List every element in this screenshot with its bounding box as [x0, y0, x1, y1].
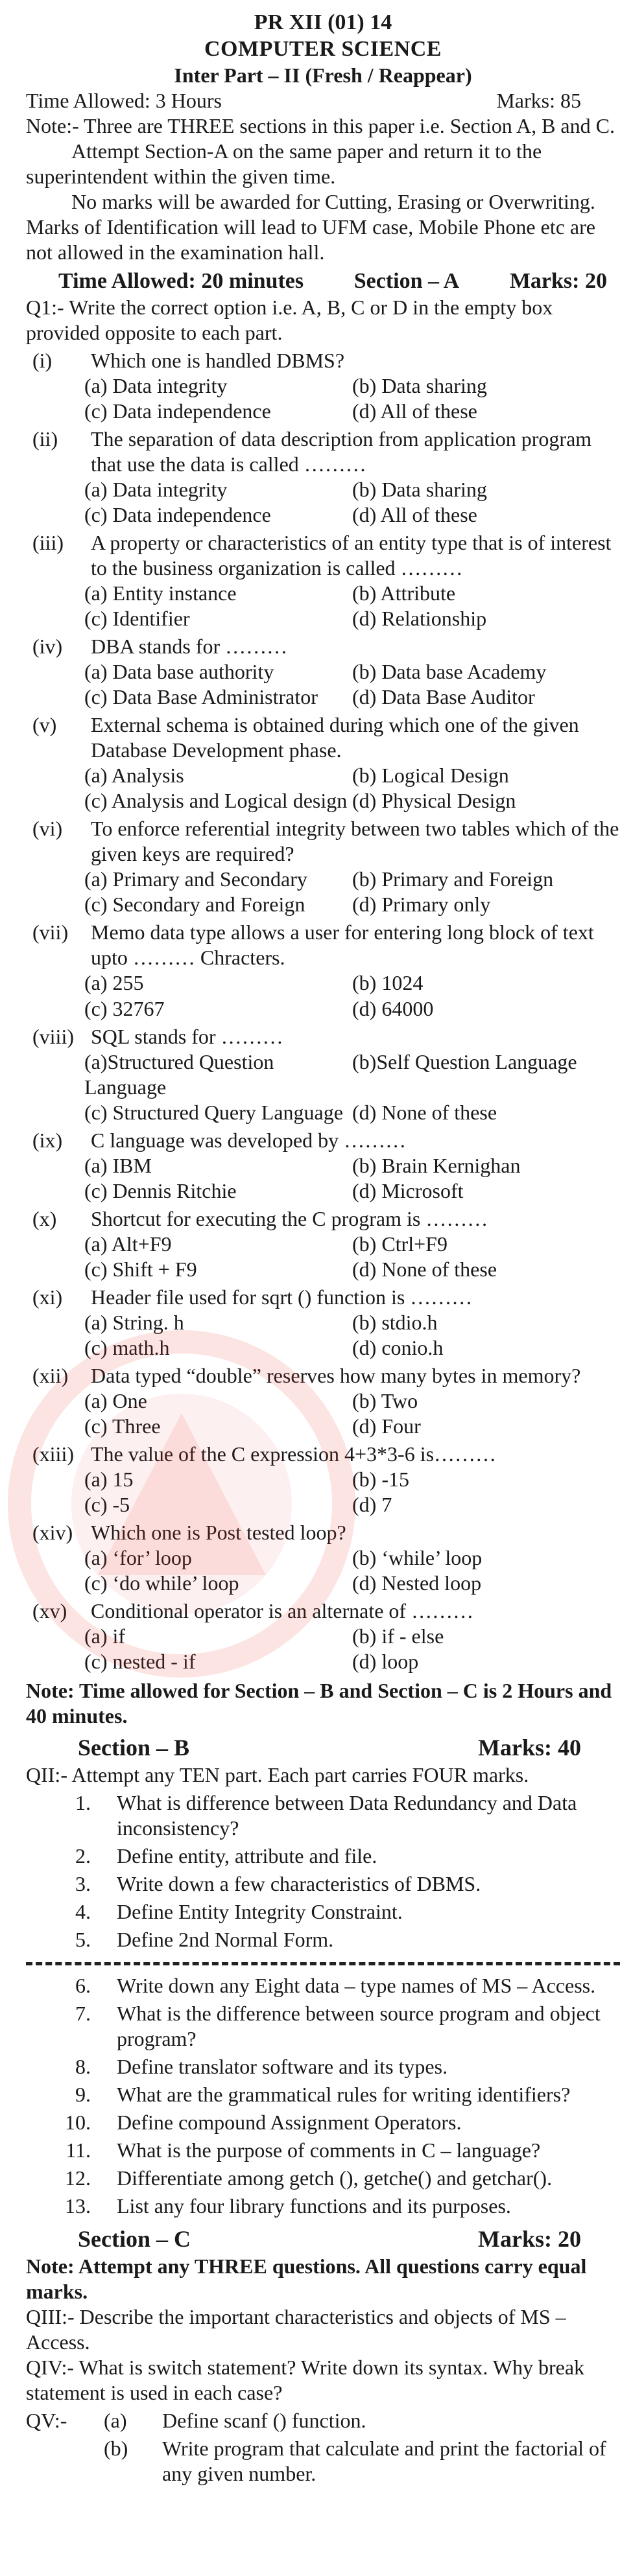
section-b-name: Section – B: [78, 1735, 190, 1761]
section-b-part: [26, 2194, 620, 2219]
qiv-text: QIV:- What is switch statement? Write down its syntax. Why break statement is used in each case?: [26, 2355, 585, 2404]
mcq-number: (v): [32, 713, 57, 737]
mcq-option: (c) Structured Query Language: [84, 1100, 343, 1124]
mcq-option: (b) Data sharing: [352, 477, 487, 501]
mcq-number: (ii): [32, 427, 58, 451]
total-marks: Marks: 85: [496, 88, 581, 112]
mcq-options: [26, 1545, 620, 1596]
qv-b: [26, 2436, 620, 2487]
section-b-part: [26, 1844, 620, 1869]
mcq-option: (a) ‘for’ loop: [84, 1546, 192, 1570]
mcq-option: (b) stdio.h: [352, 1310, 438, 1334]
mcq-option: (a) Analysis: [84, 764, 184, 788]
part-number: 2.: [75, 1844, 91, 1868]
mcq-question: A property or characteristics of an entity type that is of interest to the business organization is called ………: [91, 530, 612, 580]
qii-instruction: QII:- Attempt any TEN part. Each part carries FOUR marks.: [26, 1763, 529, 1787]
section-a-name: Section – A: [353, 269, 460, 294]
mcq-option: (b) 1024: [352, 971, 424, 995]
mcq-option: (c) ‘do while’ loop: [84, 1571, 239, 1595]
mcq-question: Conditional operator is an alternate of ………: [91, 1599, 474, 1623]
subject-title: COMPUTER SCIENCE: [204, 37, 442, 62]
mcq-options: [26, 373, 620, 424]
mcq-question: The separation of data description from application program that use the data is called ………: [91, 427, 592, 476]
part-question: Define 2nd Normal Form.: [117, 1928, 334, 1952]
mcq-question: Which one is Post tested loop?: [91, 1521, 346, 1545]
mcq-option: (a) if: [84, 1624, 126, 1648]
mcq-options: [26, 1467, 620, 1517]
section-b-part: [26, 1899, 620, 1925]
part-number: 3.: [75, 1872, 91, 1896]
section-b-part: [26, 2082, 620, 2107]
mcq-item: [26, 920, 620, 1021]
mcq-question: C language was developed by ………: [91, 1128, 407, 1152]
mcq-number: (iii): [32, 530, 64, 554]
time-allowed: Time Allowed: 3 Hours: [26, 88, 222, 112]
mcq-item: [26, 427, 620, 528]
qv-b-text: Write program that calculate and print the factorial of any given number.: [162, 2436, 606, 2485]
mcq-option: (d) Four: [352, 1414, 421, 1438]
mcq-options: [26, 1624, 620, 1674]
section-b-parts-2: [26, 1973, 620, 2219]
mcq-number: (x): [32, 1206, 57, 1230]
part-question: What are the grammatical rules for writing identifiers?: [117, 2082, 571, 2106]
mcq-item: [26, 1285, 620, 1361]
mcq-option: (d) loop: [352, 1650, 419, 1674]
mcq-options: [26, 1310, 620, 1361]
part-question: Differentiate among getch (), getche() and getchar().: [117, 2166, 553, 2190]
part-question: What is difference between Data Redundancy and Data inconsistency?: [117, 1791, 577, 1840]
mcq-number: (iv): [32, 635, 63, 659]
mcq-option: (a) 15: [84, 1468, 134, 1492]
mcq-item: [26, 1442, 620, 1517]
mcq-option: (d) Primary only: [352, 893, 491, 917]
mcq-option: (d) None of these: [352, 1257, 497, 1281]
mcq-number: (xiv): [32, 1521, 73, 1545]
mcq-list: [26, 348, 620, 1675]
part-number: 11.: [66, 2138, 91, 2162]
mcq-option: (c) Identifier: [84, 607, 190, 631]
mcq-option: (b)Self Question Language: [352, 1049, 577, 1073]
mcq-options: [26, 1388, 620, 1439]
mcq-option: (b) -15: [352, 1468, 409, 1492]
mcq-option: (a)Structured Question Language: [84, 1049, 274, 1099]
mcq-options: [26, 867, 620, 917]
mcq-option: (d) Microsoft: [352, 1178, 464, 1202]
part-number: 4.: [75, 1900, 91, 1924]
mcq-item: [26, 1024, 620, 1125]
part-question: What is the difference between source program and object program?: [117, 2001, 601, 2050]
section-b-header: [26, 1734, 620, 1762]
mcq-option: (c) Data independence: [84, 502, 271, 526]
mcq-option: (d) Data Base Auditor: [352, 685, 535, 709]
mcq-option: (a) Primary and Secondary: [84, 867, 307, 891]
dashed-divider: [26, 1962, 620, 1965]
qv-a-label: (a): [104, 2408, 127, 2432]
note-attempt: Attempt Section-A on the same paper and return it to the superintendent within the given time.: [26, 139, 542, 189]
mcq-question: Header file used for sqrt () function is ………: [91, 1285, 473, 1309]
mcq-option: (d) All of these: [352, 502, 477, 526]
mcq-option: (c) Data Base Administrator: [84, 685, 318, 709]
part-number: 5.: [75, 1928, 91, 1952]
mcq-question: Which one is handled DBMS?: [91, 348, 345, 372]
mcq-option: (b) Ctrl+F9: [352, 1232, 448, 1256]
mcq-item: [26, 1363, 620, 1439]
mcq-option: (c) Analysis and Logical design: [84, 789, 348, 813]
section-c-name: Section – C: [78, 2225, 191, 2252]
section-b-part: [26, 1871, 620, 1897]
mcq-option: (a) IBM: [84, 1153, 152, 1177]
part-question: Write down a few characteristics of DBMS.: [117, 1872, 481, 1896]
mcq-option: (a) Entity instance: [84, 581, 237, 605]
section-b-part: [26, 2054, 620, 2079]
q1-instruction: Q1:- Write the correct option i.e. A, B, C or D in the empty box provided opposite to each part.: [26, 295, 553, 344]
mcq-option: (d) None of these: [352, 1100, 497, 1124]
mcq-option: (b) Attribute: [352, 581, 456, 605]
mcq-option: (d) 64000: [352, 996, 434, 1020]
mcq-option: (d) Relationship: [352, 607, 487, 631]
mcq-option: (c) 32767: [84, 996, 165, 1020]
mcq-option: (b) Data sharing: [352, 373, 487, 397]
mcq-number: (xii): [32, 1363, 69, 1387]
mcq-item: [26, 712, 620, 814]
mcq-item: [26, 1128, 620, 1204]
part-number: 9.: [75, 2082, 91, 2106]
mcq-option: (d) Nested loop: [352, 1571, 482, 1595]
mcq-option: (d) All of these: [352, 399, 477, 423]
mcq-question: External schema is obtained during which one of the given Database Development phase.: [91, 713, 579, 762]
mcq-question: To enforce referential integrity between two tables which of the given keys are required?: [91, 817, 619, 866]
mcq-number: (vii): [32, 920, 69, 944]
mcq-option: (a) Data integrity: [84, 477, 228, 501]
qv-label: QV:-: [26, 2408, 67, 2432]
qv-a-text: Define scanf () function.: [162, 2408, 366, 2432]
part-question: Write down any Eight data – type names of MS – Access.: [117, 1973, 596, 1997]
mcq-options: [26, 1153, 620, 1204]
part-question: Define translator software and its types.: [117, 2054, 448, 2078]
mcq-option: (c) Secondary and Foreign: [84, 893, 305, 917]
mcq-number: (viii): [32, 1024, 74, 1048]
part-number: 13.: [65, 2194, 91, 2218]
mcq-options: [26, 581, 620, 631]
mcq-option: (b) if - else: [352, 1624, 444, 1648]
mcq-option: (a) Alt+F9: [84, 1232, 172, 1256]
mcq-number: (i): [32, 348, 53, 372]
part-question: Define entity, attribute and file.: [117, 1844, 377, 1868]
mcq-option: (b) Logical Design: [352, 764, 509, 788]
mcq-option: (c) nested - if: [84, 1650, 196, 1674]
qiii-text: QIII:- Describe the important characteristics and objects of MS – Access.: [26, 2304, 566, 2354]
section-b-part: [26, 2001, 620, 2052]
mcq-option: (b) Two: [352, 1388, 418, 1412]
part-number: 8.: [75, 2054, 91, 2078]
mcq-question: SQL stands for ………: [91, 1024, 283, 1048]
mcq-question: The value of the C expression 4+3*3-6 is………: [91, 1442, 497, 1466]
qv-a: [26, 2408, 620, 2433]
mcq-item: [26, 634, 620, 710]
paper-code: PR XII (01) 14: [254, 10, 392, 34]
mcq-question: Data typed “double” reserves how many bytes in memory?: [91, 1363, 581, 1387]
section-b-marks: Marks: 40: [478, 1735, 581, 1761]
mcq-options: [26, 659, 620, 710]
mcq-option: (c) Three: [84, 1414, 161, 1438]
section-b-parts-1: [26, 1790, 620, 1952]
part-question: Define Entity Integrity Constraint.: [117, 1900, 403, 1924]
mcq-option: (b) ‘while’ loop: [352, 1546, 483, 1570]
mcq-item: [26, 816, 620, 917]
mcq-options: [26, 477, 620, 528]
time-marks-row: [26, 88, 620, 113]
mcq-item: [26, 1206, 620, 1282]
part-number: 6.: [75, 1973, 91, 1997]
mcq-option: (c) Data independence: [84, 399, 271, 423]
mcq-option: (d) conio.h: [352, 1335, 444, 1359]
mcq-item: [26, 348, 620, 424]
part-number: 12.: [65, 2166, 91, 2190]
qv-b-label: (b): [104, 2436, 128, 2460]
mcq-options: [26, 970, 620, 1021]
section-a-time: Time Allowed: 20 minutes: [58, 269, 304, 294]
mcq-option: (a) Data base authority: [84, 660, 274, 684]
mcq-option: (c) Shift + F9: [84, 1257, 197, 1281]
part-question: List any four library functions and its purposes.: [117, 2194, 511, 2218]
mcq-options: [26, 1049, 620, 1125]
mcq-option: (c) Dennis Ritchie: [84, 1178, 237, 1202]
mcq-question: Memo data type allows a user for entering long block of text upto ……… Chracters.: [91, 920, 594, 970]
mcq-option: (b) Primary and Foreign: [352, 867, 554, 891]
note-sections: Note:- Three are THREE sections in this paper i.e. Section A, B and C.: [26, 114, 615, 137]
part-number: 1.: [75, 1791, 91, 1815]
note-marks: No marks will be awarded for Cutting, Erasing or Overwriting. Marks of Identification will lead to UFM case, Mobile Phone etc are not allowed in the examination hall.: [26, 190, 595, 264]
mcq-option: (a) 255: [84, 971, 144, 995]
section-a-marks: Marks: 20: [509, 269, 607, 294]
mcq-option: (c) -5: [84, 1493, 130, 1517]
part-number: 7.: [75, 2001, 91, 2025]
section-c-note: Note: Attempt any THREE questions. All questions carry equal marks.: [26, 2254, 587, 2303]
mcq-option: (c) math.h: [84, 1335, 170, 1359]
mcq-option: (b) Brain Kernighan: [352, 1153, 521, 1177]
mcq-options: [26, 763, 620, 814]
mcq-option: (b) Data base Academy: [352, 660, 547, 684]
mcq-number: (xiii): [32, 1442, 74, 1466]
section-b-part: [26, 1790, 620, 1841]
mcq-number: (xv): [32, 1599, 67, 1623]
mcq-number: (xi): [32, 1285, 63, 1309]
note-time-bc: Note: Time allowed for Section – B and Section – C is 2 Hours and 40 minutes.: [26, 1679, 612, 1728]
mcq-option: (a) One: [84, 1388, 147, 1412]
mcq-number: (vi): [32, 817, 63, 841]
mcq-option: (d) 7: [352, 1493, 392, 1517]
mcq-item: [26, 530, 620, 631]
section-c-marks: Marks: 20: [478, 2225, 581, 2252]
part-title: Inter Part – II (Fresh / Reappear): [174, 63, 472, 87]
mcq-question: DBA stands for ………: [91, 635, 288, 659]
part-question: Define compound Assignment Operators.: [117, 2110, 462, 2134]
section-b-part: [26, 1973, 620, 1998]
mcq-option: (a) String. h: [84, 1310, 184, 1334]
mcq-item: [26, 1598, 620, 1674]
part-number: 10.: [65, 2110, 91, 2134]
section-a-header: [26, 265, 620, 294]
mcq-number: (ix): [32, 1128, 63, 1152]
mcq-option: (d) Physical Design: [352, 789, 516, 813]
section-b-part: [26, 1927, 620, 1952]
section-b-part: [26, 2138, 620, 2163]
section-c-header: [26, 2225, 620, 2254]
mcq-question: Shortcut for executing the C program is ………: [91, 1206, 488, 1230]
mcq-options: [26, 1232, 620, 1282]
mcq-item: [26, 1520, 620, 1596]
section-b-part: [26, 2166, 620, 2191]
section-b-part: [26, 2110, 620, 2135]
part-question: What is the purpose of comments in C – language?: [117, 2138, 541, 2162]
mcq-option: (a) Data integrity: [84, 373, 228, 397]
